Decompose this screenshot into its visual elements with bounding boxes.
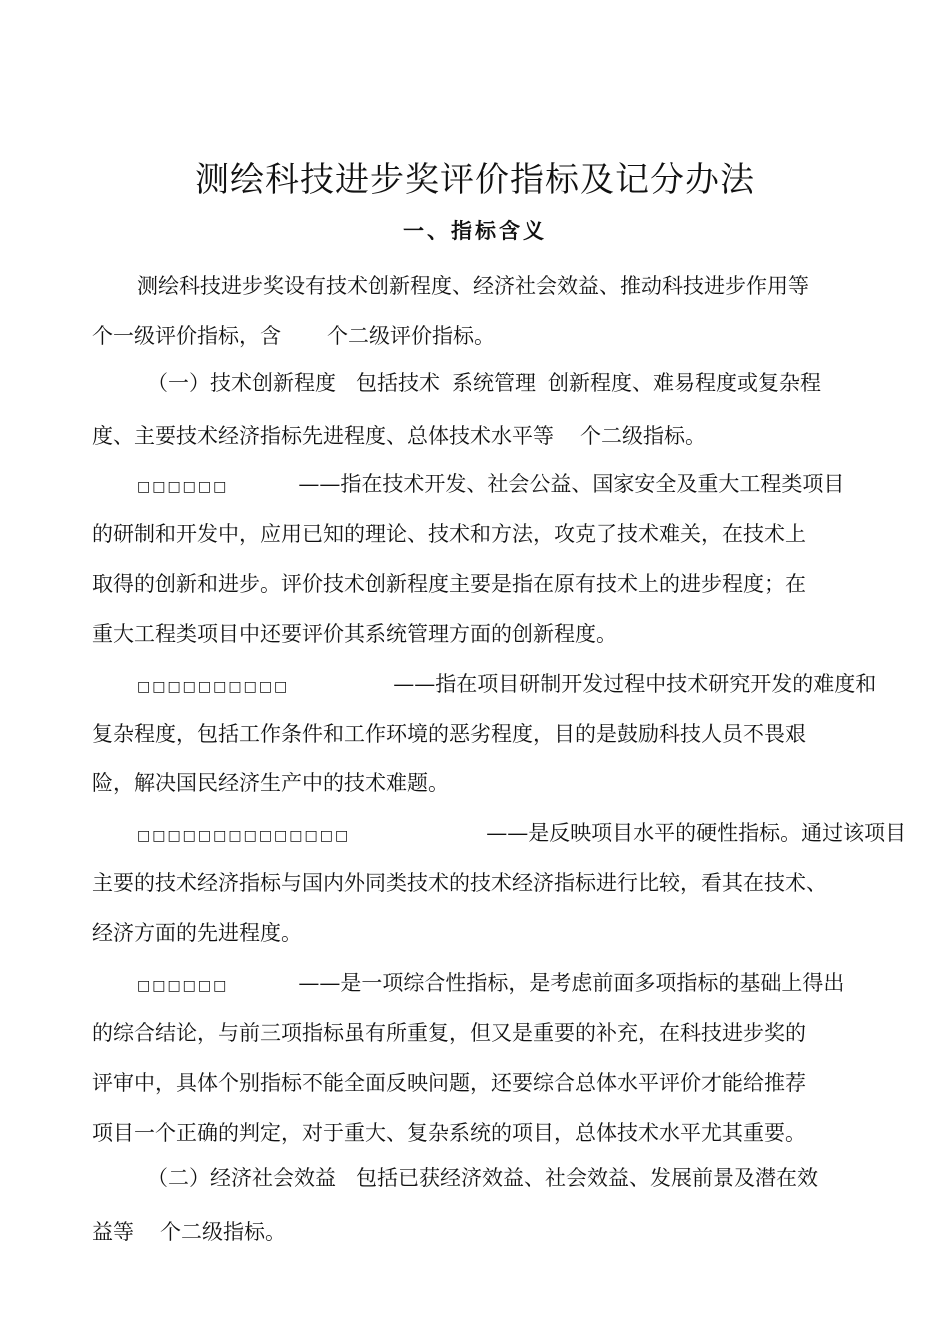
intro-text-b: 个二级评价指标。 <box>327 324 495 348</box>
intro-line-2 <box>92 321 495 351</box>
item2-text-a: 包括已获经济效益、社会效益、发展前景及潜在效 <box>356 1166 818 1190</box>
def1-line-1 <box>137 469 844 502</box>
def4-text: ——是一项综合性指标，是考虑前面多项指标的基础上得出 <box>298 971 845 995</box>
item1-line-2 <box>92 421 706 451</box>
def2-label: □□□□□□□□□□ <box>137 679 290 695</box>
def3-line-2: 主要的技术经济指标与国内外同类技术的技术经济指标进行比较，看其在技术、 <box>92 871 827 895</box>
def2-text: ——指在项目研制开发过程中技术研究开发的难度和 <box>393 672 877 696</box>
def1-text: ——指在技术开发、社会公益、国家安全及重大工程类项目 <box>298 472 845 496</box>
def3-text: ——是反映项目水平的硬性指标。通过该项目 <box>486 821 907 845</box>
item2-heading: （二）经济社会效益 <box>147 1166 336 1190</box>
def3-line-1 <box>137 818 906 851</box>
def4-line-4: 项目一个正确的判定，对于重大、复杂系统的项目，总体技术水平尤其重要。 <box>92 1121 806 1145</box>
def1-line-3: 取得的创新和进步。评价技术创新程度主要是指在原有技术上的进步程度；在 <box>92 572 806 596</box>
intro-line-1: 测绘科技进步奖设有技术创新程度、经济社会效益、推动科技进步作用等 <box>137 274 809 298</box>
intro-text-a: 个一级评价指标，含 <box>92 324 281 348</box>
item2-line-2 <box>92 1217 286 1247</box>
def2-line-2: 复杂程度，包括工作条件和工作环境的恶劣程度，目的是鼓励科技人员不畏艰 <box>92 722 806 746</box>
def1-line-4: 重大工程类项目中还要评价其系统管理方面的创新程度。 <box>92 622 617 646</box>
def2-line-1 <box>137 669 876 702</box>
item1-line-1 <box>147 368 821 398</box>
def4-line-3: 评审中，具体个别指标不能全面反映问题，还要综合总体水平评价才能给推荐 <box>92 1071 806 1095</box>
def2-line-3: 险，解决国民经济生产中的技术难题。 <box>92 771 449 795</box>
item1-text-c: 创新程度、难易程度或复杂程 <box>548 371 821 395</box>
def1-label: □□□□□□ <box>137 479 229 495</box>
item2-text-b: 益等 <box>92 1220 134 1244</box>
item1-text-d: 度、主要技术经济指标先进程度、总体技术水平等 <box>92 424 554 448</box>
item1-text-a: 包括技术 <box>356 371 440 395</box>
def3-line-3: 经济方面的先进程度。 <box>92 921 302 945</box>
def3-label: □□□□□□□□□□□□□□ <box>137 828 351 844</box>
def4-line-2: 的综合结论，与前三项指标虽有所重复，但又是重要的补充，在科技进步奖的 <box>92 1021 806 1045</box>
document-title: 测绘科技进步奖评价指标及记分办法 <box>195 160 755 200</box>
def4-label: □□□□□□ <box>137 978 229 994</box>
item2-line-1 <box>147 1163 818 1193</box>
item1-text-e: 个二级指标。 <box>580 424 706 448</box>
item2-text-c: 个二级指标。 <box>160 1220 286 1244</box>
def4-line-1 <box>137 968 844 1001</box>
item1-heading: （一）技术创新程度 <box>147 371 336 395</box>
item1-text-b: 系统管理 <box>452 371 536 395</box>
section-heading: 一、指标含义 <box>403 219 547 243</box>
def1-line-2: 的研制和开发中，应用已知的理论、技术和方法，攻克了技术难关，在技术上 <box>92 522 806 546</box>
